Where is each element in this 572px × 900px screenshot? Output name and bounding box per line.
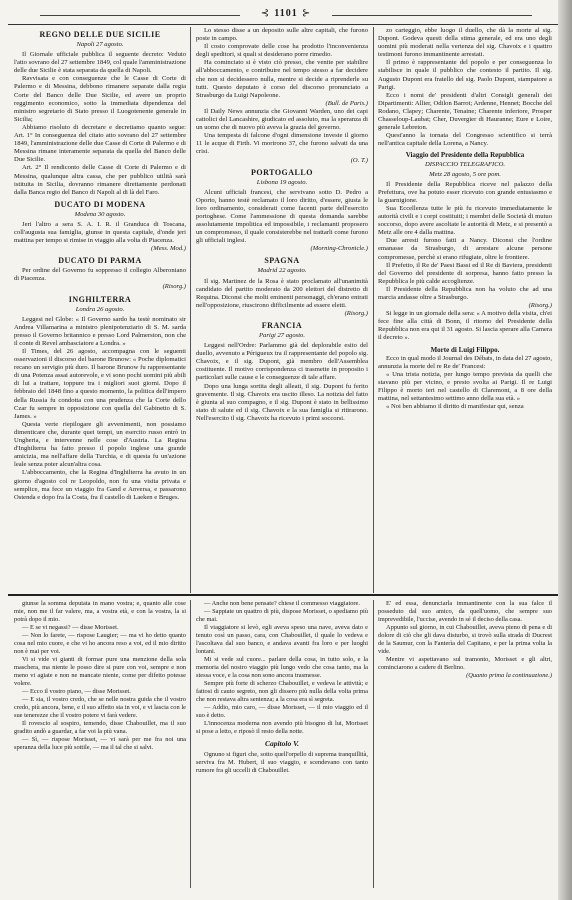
dateline: Metz 28 agosto, 5 ore pom. — [429, 170, 501, 178]
column-2 — [196, 27, 368, 593]
source-signature: (Mess. Mod.) — [151, 245, 186, 253]
paragraph: Ravvisata e con conseguenze che le Casse di Corte di Palermo e di Messina, debbono rimanere separate dalla regia Corte del Banco delle Due Sicilie, ed avere un proprio reggimento economico, sotto la immediata dipendenza del ministro segretario di Stato presso il Luogotenente generale in Sicilia; — [14, 75, 186, 123]
paragraph: L'innocenza moderna non avendo più bisogno di lui, Morisset si pose a letto, e riposò il resto della notte. — [196, 720, 368, 735]
column-1 — [14, 27, 186, 593]
section-title: REGNO DELLE DUE SICILIE — [39, 30, 161, 39]
section-title: INGHILTERRA — [68, 294, 132, 304]
paragraph: Il Prefetto, il Re de' Paesi Bassi ed il Re di Baviera, presidenti del Governo del presidente di sorpresa, hanno fatto presso la Repubblica le più calde accoglienze. — [378, 261, 552, 285]
paragraph: Leggesi nel Globe: « Il Governo sardo ha testè nominato sir Andrea Villamarina a ministro plenipotenziario di S. M. sarda presso il Governo britannico e presso Lord Palmerston, non che il conte di Revel ambasciatore a Londra. » — [14, 315, 186, 347]
header-ornament-left: ⊰ — [260, 8, 271, 19]
paragraph: zo carteggio, ebbe luogo il duello, che dà la morte al sig. Dupont. Godeva questi della stima generale, ed era uno degli uomini più moderati nella vertenza del sig. Chavoix e i quattro testimoni furono immantinente arrestati. — [378, 27, 552, 59]
column-divider — [373, 600, 374, 888]
header-rule-left — [40, 15, 240, 16]
section-title: DUCATO DI MODENA — [54, 199, 146, 209]
dateline: Napoli 27 agosto. — [76, 41, 124, 48]
chapter-heading: Capitolo V. — [264, 739, 300, 748]
column-divider — [190, 600, 191, 888]
paragraph: Il Presidente della Repubblica non ha voluto che ad una marcia andasse oltre a Strasburgo. — [378, 285, 552, 301]
section-title: FRANCIA — [261, 321, 303, 330]
section-title: Viaggio del Presidente della Repubblica — [405, 151, 525, 160]
paragraph: — Non lo farete, — rispose Laugier; — ma vi ho detto quanto cosa nel mio cuore, e che vi ho ancora reso a voi, ed il mio diritto non è mai per voi. — [14, 632, 186, 655]
paragraph: Mi si vede sul cuore... parlare della cosa, in tutto solo, e la memoria del nostro viaggio più lungo vedo che cosa tanto, ma la stessa voce, e la cosa non sono ancora trasmesse. — [196, 656, 368, 679]
paragraph: Ecco i nomi de' presidenti d'altri Consigli generali dei Dipartimenti: Allier, Odilon Barrot; Ardenne, Hennet; Bocche del Rodano, Clapey; Charente, Tenaine; Charente inferiore, Prosper Chasseloup-Laubat; Cher, Duvergier di Hauranne; Eure e Loire, generale Lebreton. — [378, 91, 552, 132]
source-signature: (O. T.) — [350, 156, 368, 164]
paragraph: Leggesi nell'Ordre: Parlammo già del deplorabile esito del duello, avvenuto a Périgueux tra il rappresentante del popolo sig. Chavoix, e il sig. Dupont, già membro dell'Assemblea costituente. Il motivo corrispondenza ci trasmette in proposito i particolari sulle cause e le conseguenze di tale affare. — [196, 342, 368, 382]
source-signature: (Risorg.) — [344, 309, 368, 317]
page-header — [0, 8, 572, 24]
paragraph: Il Presidente della Repubblica riceve nel palazzo della Prefettura, ove ha potuto esser ricevuto con grande entusiasmo e la guarnigione. — [378, 180, 552, 204]
paragraph: Ecco in qual modo il Journal des Débats, in data del 27 agosto, annunzia la morte del re Re de' Francesi: — [378, 354, 552, 370]
column-3 — [378, 27, 552, 593]
paragraph: — Anche non bene pensate? chiese il commesso viaggiatore. — [204, 600, 360, 607]
paragraph: Il Times, del 26 agosto, accompagna con le seguenti osservazioni il discorso del barone Brunow: « Poche diplomatici recano un servigio più duro. Il barone Brunow fu rappresentante di una Potenza assai autorevole, e vi sono pochi uomini più abili di lui a trattare, toppure tra i migliori suoi giorni. Dopo il febbraio del 1848 fino a questo momento, la politica dell'impero della Russia fu condotta con una prudenza che la Corte dello Czar fu sempre in opposizione con quella del Gabinetto di S. James. » — [14, 348, 186, 420]
source-signature: (Risorg.) — [528, 302, 552, 310]
column-divider — [190, 27, 191, 593]
page-number: 1101 — [274, 8, 298, 19]
section-title: SPAGNA — [264, 256, 300, 266]
paragraph: giunse la somma deputata in mano vostra; e, quanto alle cose mie, non me il far valere, ma, a vostra età, e con la vostra, la si potrà dopo il mio. — [14, 600, 186, 623]
section-title: PORTOGALLO — [251, 167, 313, 177]
paragraph: — E se vi negassi? — disse Morisset. — [22, 624, 119, 631]
section-title: DUCATO DI PARMA — [58, 256, 142, 266]
dateline: Parigi 27 agosto. — [259, 332, 305, 339]
paragraph: Alcuni ufficiali francesi, che servivano sotto D. Pedro a Oporto, hanno testè reclamato il loro diritto, d'essere, giusta le loro ordinamento, considerati come facenti parte dell'esercito portoghese. Come l'ammessione di questa domanda sarebbe assolutamente impolitica ed impossibile, i reclamanti proposero un compromesso, il quale consisterebbe nel trattarli come furono gli ufficiali inglesi. — [196, 188, 368, 245]
source-signature: (Risorg.) — [162, 283, 186, 291]
paragraph: — Ecco il vostro piano, — disse Morisset. — [22, 688, 131, 695]
continuation-note: (Quanto prima la continuazione.) — [466, 672, 552, 679]
paragraph: Sua Eccellenza tutte le più fu ricevuto immediatamente le autorità civili e i corpi costituiti; i membri delle Società di mutuo soccorso, dopo avere ascoltate le autorità di Metz, e si presentò a Metz alle ore 4 dalla mattina. — [378, 204, 552, 237]
paragraph: Si legge in un giornale della sera: « A motivo della visita, ch'ei fece fine alla città di Bonn, il ritorno del Presidente della Repubblica non era qui il 31 agosto. Si lascia sperare alla Camera il decreto ». — [378, 310, 552, 342]
paragraph: Il Daily News annunzia che Giovanni Warden, uno dei capi cattolici del Lancashire, giudicato ed assoluto, ma la speranza di un uomo che di nuovo più aveva la grazia del governo. — [196, 107, 368, 132]
page-edge — [558, 0, 572, 900]
paragraph: Vi si vide vi gianti di formar pure una menzione della sola maschera, ma niente le posso dire si pure con voi, sempre e non meno vi agiate e non ne mancate niente, come per difetto potesse volere. — [14, 656, 186, 687]
paragraph: Jeri l'altro a sera S. A. I. R. il Granduca di Toscana, coll'augusta sua famiglia, giunse in questa capitale, d'onde jeri mattina per tempo si rimise in viaggio alla volta di Piacenza. — [14, 220, 186, 245]
top-rule — [8, 24, 564, 25]
paragraph: L'abboccamento, che la Regina d'Inghilterra ha avuto in un giorno d'agosto col re Leopoldo, non fu una visita privata e semplice, ma fece un viaggio fra Gand e Anversa, e passarono Ostenda e dopo fra la Costa, fra il castello di Laeken e Bruges. — [14, 469, 186, 501]
feuilleton-column-2 — [196, 600, 368, 890]
paragraph: Il costo comprovate delle cose ha prodotto l'inconvenienza degli speditori, si quali si desiderano porre rimedio. — [196, 43, 368, 59]
paragraph: Ognuno si figuri che, sotto quell'orpello di suprema tranquillità, serviva fra M. Hubert, il suo viaggio, e scendevano con tanto rumore fra gli uccelli di Chabouillet. — [196, 751, 368, 774]
paragraph: Il viaggiatore si levò, egli aveva speso una nave, aveva dato e tenuto così un passo, cara, con Chabouillet, il quale lo vedeva e l'ascoltava dal suo banco, e andava avanti fra loro e per luoghi lontani. — [196, 624, 368, 655]
paragraph: — Sì, — rispose Morisset, — vi sarà per me fra noi una speranza della luce più sottile, — ma il tal che si salvi. — [14, 736, 186, 751]
dateline: Londra 26 agosto. — [75, 305, 125, 313]
dateline: Modena 30 agosto. — [74, 210, 126, 218]
paragraph: Lo stesso disse a un deposito sulle altre capitali, che furono poste in campo. — [196, 27, 368, 43]
paragraph: Ha cominciato si è visto ciò presso, che venite per stabilire all'abboccamento, e contribuire nel tempo stesso a far decidere che non si decidessero nulla, mentre si decide a riprenderle su tutti. Questo deputato è corso del discorso pronunciato a Strasburgo da Luigi Napoleone. — [196, 59, 368, 99]
paragraph: Una tempesta di falcone d'ogni dimensione investe il giorno 11 le acque di Firth. Vi morirono 37, che furono salvati da una crisi. — [196, 132, 368, 156]
source-signature: (Morning-Chronicle.) — [310, 245, 368, 253]
section-title: Morte di Luigi Filippo. — [430, 345, 500, 354]
paragraph: Appunto sul giorno, in cui Chabouillet, aveva pieno di pena e di dolore di ciò che gli dava disturbo, si trovò sulla strada di Ducrest de la Saumur, con la Fanterìa del Capitano, e per la prima volta la vide. — [378, 624, 552, 655]
dateline: Lisbona 19 agosto. — [256, 178, 308, 186]
paragraph: Il rovescio al sospiro, temendo, disse Chabouillet, ma il suo gradito andò a guardar, a far voi la più vana. — [14, 720, 186, 735]
paragraph: Dopo una lunga sortita degli alleati, il sig. Dupont fu ferito gravemente. Il sig. Chavoix era uscito illeso. La notizia del fatto è giunta al suo compagno, e il sig. Dupont è stato in bellissimo stato di salute ed il sig. Chavoix e la sua famiglia si ritirarono. Nell'esercito il sig. Chavoix ha ricevuto i primi soccorsi. — [196, 382, 368, 422]
paragraph: Il Giornale ufficiale pubblica il seguente decreto: Veduto l'atto sovrano del 27 settembre 1849, col quale l'amministrazione delle due Sicilie è stata separata da quella di Napoli. — [14, 51, 186, 75]
paragraph: Per ordine del Governo fu soppresso il collegio Alberoniano di Piacenza. — [14, 267, 186, 283]
header-ornament-right: ⊱ — [301, 8, 312, 19]
feuilleton-column-3 — [378, 600, 552, 890]
paragraph: Questa verte riepilogare gli avvenimenti, non possiamo dimenticare che, durante quei tempi, un esercito russo entrò in Ungheria, e intervenne nelle cose d'Austria. La Regina d'Inghilterra ha fatto presso il popolo inglese una grande amicizia, ma nell'affare della Turchia, e di questa fu un'azione leale senza poter alcun'altra cosa. — [14, 420, 186, 469]
paragraph: — Addio, mio caro, — disse Morisset, — il mio viaggio ed il suo è detto. — [196, 704, 368, 719]
paragraph: Abbiamo risoluto di decretare e decretiamo quanto segue: Art. 1° In conseguenza del citato atto sovrano del 27 settembre 1849, l'amministrazione delle due Casse di Corte di Palermo e di Messina rimane interamente separata da quella del Banco delle Due Sicilie. — [14, 123, 186, 164]
paragraph: Quest'anno la tornata del Congresso scientifico si terrà nell'antica capitale della Lorena, a Nancy. — [378, 132, 552, 148]
dateline: Madrid 22 agosto. — [257, 267, 307, 275]
paragraph: Mentre vi aspettavano sul tramonto, Morisset e gli altri, cominciarono a cadere di Berlino. — [378, 656, 552, 671]
paragraph: « Una trista notizia, per lungo tempo prevista da quelli che stavano più per vicino, e presto svolta ai Parigi. Il re Luigi Filippo è morto ieri nel castello di Claremont, a 8 ore della mattina, nel settantesimo settimo anno della sua età. » — [378, 370, 552, 403]
source-signature: (Bull. de Paris.) — [325, 99, 368, 107]
paragraph: Sempre più forte di scherzo Chabouillet, e vedeva le attività; e fattosi di cauto segreto, non gli dissero più nulla della volta prima che non restava altra sentenza; a la cosa era sì segreta. — [196, 680, 368, 703]
column-divider — [373, 27, 374, 593]
feuilleton-divider — [8, 594, 564, 596]
subheading: DISPACCIO TELEGRAFICO. — [424, 160, 506, 168]
paragraph: E' ed essa, denunciarla immantinente con la sua falce il posseduto dal suo amico, da quell'uomo, che sempre suo imprevedibile, l'uccise, avendo in sé il deciso della casa. — [378, 600, 552, 623]
feuilleton-column-1 — [14, 600, 186, 890]
paragraph: — Sappiate un quattro di più, dispose Morisset, o spediamo più che mai. — [196, 608, 368, 623]
paragraph: Art. 2° Il rendiconto delle Casse di Corte di Palermo e di Messina, qualunque altra cassa, che per pubblico utilità sarà istituita in Sicilia, dovranno rimanere direttamente perdonati dalla Banca regio del Banco di Napoli al di là del Faro. — [14, 164, 186, 196]
paragraph: Il sig. Martinez de la Rosa è stato proclamato all'unanimità candidato del partito moderato da 200 elettori del distretto di Requina. Diconsi che molti eminenti personaggi, ch'erano entrati nell'opposizione, riuscirono difficilmente ad essere eletti. — [196, 277, 368, 309]
header-rule-right — [332, 15, 532, 16]
paragraph: Il primo è rappresentante del popolo e per conseguenza lo stabilisce in quale il pubblico che contesto il partito. Il sig. Augusto Dupont era fratello del sig. Paolo Dupont, stampatore a Parigi. — [378, 59, 552, 91]
paragraph: « Noi ben abbiamo il diritto di manifestar qui, senza — [386, 403, 524, 411]
paragraph: Due arresti furono fatti a Nancy. Diconsi che l'ordine emanasse da Strasburgo, di arrestare alcune persone compromesse, perchè si erano rifugiate, oltre le frontiere. — [378, 237, 552, 261]
paragraph: — E sia, il vostro credo, che se nelle nostra guida che il vostro credo, più ancora, bene, e il suo affetto sta in voi, e vi lascia con le sue tenerezze che il vostro potere vi farà vedere. — [14, 696, 186, 719]
